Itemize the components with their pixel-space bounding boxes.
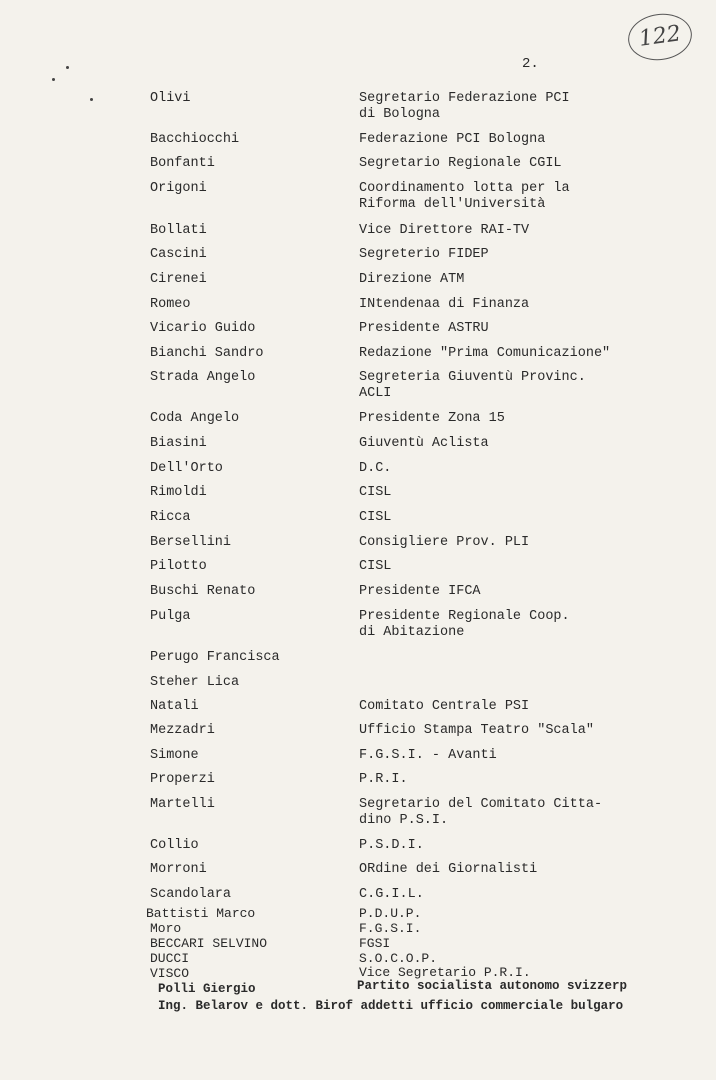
entry-name: Biasini [150, 436, 207, 451]
page-number: 2. [522, 56, 539, 72]
entry-role: Comitato Centrale PSI [359, 699, 530, 714]
entry-role: Redazione "Prima Comunicazione" [359, 346, 611, 361]
entry-role: Presidente Regionale Coop. [359, 609, 570, 624]
compact-entry-name: VISCO [150, 966, 190, 981]
entry-name: Dell'Orto [150, 461, 223, 476]
bold-entry-role: Partito socialista autonomo svizzerp [357, 979, 628, 993]
archive-number-stamp: 122 [625, 10, 695, 64]
entry-role: ORdine dei Giornalisti [359, 862, 538, 877]
entry-name: Mezzadri [150, 723, 215, 738]
entry-name: Cirenei [150, 272, 207, 287]
entry-name: Scandolara [150, 887, 232, 902]
entry-name: Romeo [150, 297, 191, 312]
compact-entry-name: BECCARI SELVINO [150, 936, 268, 951]
entry-name: Buschi Renato [150, 584, 256, 599]
entry-name: Bonfanti [150, 156, 215, 171]
entry-name: Simone [150, 748, 199, 763]
entry-role: Vice Direttore RAI-TV [359, 223, 530, 238]
entry-name: Steher Lica [150, 675, 240, 690]
entry-name: Morroni [150, 862, 207, 877]
entry-name: Collio [150, 838, 199, 853]
entry-name: Bollati [150, 223, 207, 238]
entry-role: Ufficio Stampa Teatro "Scala" [359, 723, 594, 738]
entry-role-cont: dino P.S.I. [359, 813, 449, 828]
entry-role-cont: ACLI [359, 386, 392, 401]
punch-mark [90, 98, 93, 101]
compact-entry-role: S.O.C.O.P. [359, 951, 438, 966]
entry-name: Perugo Francisca [150, 650, 280, 665]
entry-role: P.R.I. [359, 772, 408, 787]
compact-entry-name: Battisti Marco [146, 906, 256, 921]
entry-role: Presidente IFCA [359, 584, 481, 599]
entry-name: Vicario Guido [150, 321, 256, 336]
entry-role: P.S.D.I. [359, 838, 424, 853]
entry-role: CISL [359, 510, 392, 525]
entry-role: D.C. [359, 461, 392, 476]
entry-name: Ricca [150, 510, 191, 525]
entry-name: Strada Angelo [150, 370, 256, 385]
entry-role: C.G.I.L. [359, 887, 424, 902]
entry-role: Consigliere Prov. PLI [359, 535, 530, 550]
entry-role: Segretario Regionale CGIL [359, 156, 562, 171]
entry-name: Natali [150, 699, 199, 714]
entry-role-cont: di Abitazione [359, 625, 465, 640]
entry-name: Bianchi Sandro [150, 346, 264, 361]
entry-role: Giuventù Aclista [359, 436, 489, 451]
compact-entry-role: F.G.S.I. [359, 921, 422, 936]
entry-role: Presidente Zona 15 [359, 411, 505, 426]
entry-name: Properzi [150, 772, 215, 787]
entry-role: Segretario Federazione PCI [359, 91, 570, 106]
entry-name: Origoni [150, 181, 207, 196]
entry-role: Segreteria Giuventù Provinc. [359, 370, 586, 385]
entry-name: Pilotto [150, 559, 207, 574]
compact-entry-name: Moro [150, 921, 182, 936]
entry-name: Martelli [150, 797, 215, 812]
entry-role: Segreterio FIDEP [359, 247, 489, 262]
entry-role: Presidente ASTRU [359, 321, 489, 336]
entry-name: Bersellini [150, 535, 232, 550]
entry-role: Federazione PCI Bologna [359, 132, 546, 147]
entry-name: Coda Angelo [150, 411, 240, 426]
entry-role: Segretario del Comitato Citta- [359, 797, 603, 812]
entry-role-cont: di Bologna [359, 107, 441, 122]
entry-role: CISL [359, 485, 392, 500]
bold-entry-bulgarian: Ing. Belarov e dott. Birof addetti ufficio commerciale bulgaro [158, 999, 624, 1013]
compact-entry-name: DUCCI [150, 951, 190, 966]
punch-mark [52, 78, 55, 81]
entry-name: Pulga [150, 609, 191, 624]
entry-role: F.G.S.I. - Avanti [359, 748, 497, 763]
bold-entry-name: Polli Giergio [158, 982, 256, 996]
entry-name: Olivi [150, 91, 191, 106]
compact-entry-role: Vice Segretario P.R.I. [359, 965, 531, 980]
punch-mark [66, 66, 69, 69]
compact-entry-role: P.D.U.P. [359, 906, 422, 921]
entry-role: CISL [359, 559, 392, 574]
compact-entry-role: FGSI [359, 936, 391, 951]
entry-role: Direzione ATM [359, 272, 465, 287]
entry-name: Rimoldi [150, 485, 207, 500]
entry-role-cont: Riforma dell'Università [359, 197, 546, 212]
entry-name: Bacchiocchi [150, 132, 240, 147]
entry-role: INtendenaa di Finanza [359, 297, 530, 312]
entry-role: Coordinamento lotta per la [359, 181, 570, 196]
entry-name: Cascini [150, 247, 207, 262]
